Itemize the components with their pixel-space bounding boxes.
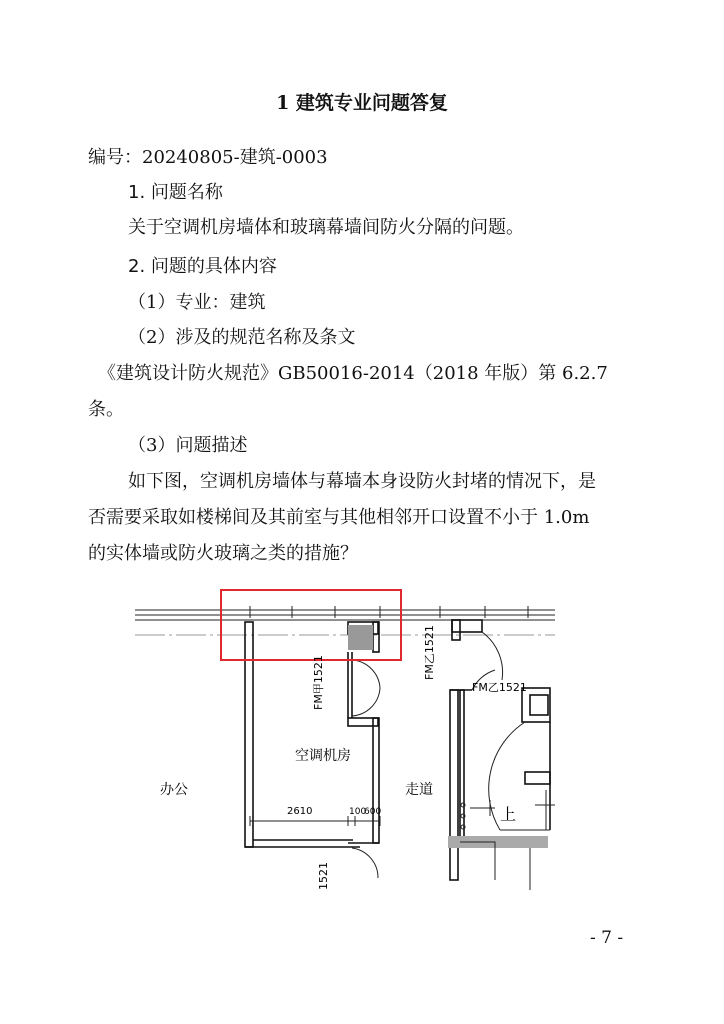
ac-door-swings xyxy=(352,660,380,878)
section-1-title: 1. 问题名称 xyxy=(128,182,223,203)
description-line3: 的实体墙或防火玻璃之类的措施？ xyxy=(88,543,358,564)
label-dim-bottom: 1521 xyxy=(317,862,330,890)
label-door-right: FM乙1521 xyxy=(472,681,527,694)
doc-number: 编号：20240805-建筑-0003 xyxy=(88,147,328,168)
label-dim-width: 2610 xyxy=(287,806,313,817)
item-2-text-line1: 《建筑设计防火规范》GB50016-2014（2018 年版）第 6.2.7 xyxy=(98,363,608,384)
label-up: 上 xyxy=(500,805,517,824)
label-dim-small2: 600 xyxy=(364,807,382,817)
floor-plan-drawing xyxy=(130,580,560,900)
dimension-line xyxy=(250,816,380,826)
description-line2: 否需要采取如楼梯间及其前室与其他相邻开口设置不小于 1.0m xyxy=(88,507,590,528)
item-2-heading: （2）涉及的规范名称及条文 xyxy=(128,327,356,348)
item-3-heading: （3）问题描述 xyxy=(128,435,248,456)
fire-seal-fill xyxy=(348,625,373,650)
stair-door-swings xyxy=(460,632,555,890)
label-corridor: 走道 xyxy=(405,782,433,798)
page-heading: 1 建筑专业问题答复 xyxy=(276,92,448,114)
item-2-text-line2: 条。 xyxy=(88,399,124,420)
curtain-wall xyxy=(135,606,555,635)
label-ac-room: 空调机房 xyxy=(295,748,351,764)
label-office: 办公 xyxy=(160,782,188,798)
label-door-mid: FM乙1521 xyxy=(423,625,436,680)
highlight-box xyxy=(221,590,401,660)
label-door-left: FM甲1521 xyxy=(312,655,325,710)
label-dim-small1: 100 xyxy=(349,807,367,817)
page-number: - 7 - xyxy=(590,928,624,948)
section-1-text: 关于空调机房墙体和玻璃幕墙间防火分隔的问题。 xyxy=(128,217,524,238)
item-1-major: （1）专业：建筑 xyxy=(128,292,266,313)
section-2-title: 2. 问题的具体内容 xyxy=(128,256,277,277)
description-line1: 如下图，空调机房墙体与幕墙本身设防火封堵的情况下，是 xyxy=(128,471,596,492)
